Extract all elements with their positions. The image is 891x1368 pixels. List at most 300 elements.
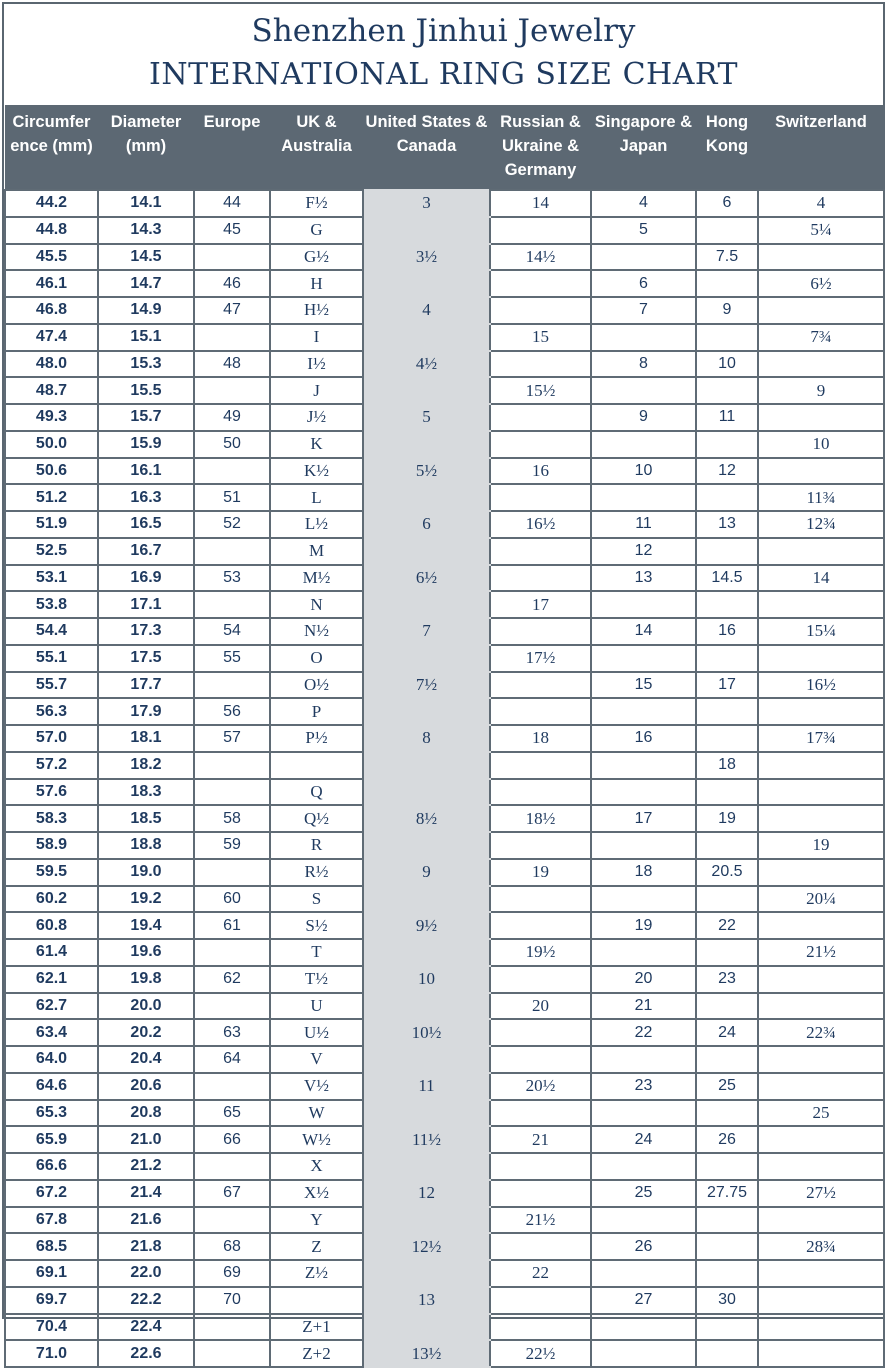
cell-sg: 7	[591, 297, 696, 324]
cell-eu: 60	[194, 886, 270, 913]
cell-hk: 11	[696, 404, 758, 431]
cell-uk: U	[270, 993, 363, 1020]
cell-hk	[696, 779, 758, 806]
cell-diam: 15.9	[98, 431, 194, 458]
cell-uk: V	[270, 1046, 363, 1073]
cell-diam: 14.3	[98, 217, 194, 244]
cell-us: 13	[363, 1287, 490, 1314]
cell-uk: M½	[270, 565, 363, 592]
cell-sg	[591, 645, 696, 672]
cell-uk: G½	[270, 244, 363, 271]
cell-eu: 47	[194, 297, 270, 324]
cell-sg: 8	[591, 351, 696, 378]
cell-circ: 52.5	[5, 538, 98, 565]
cell-hk: 9	[696, 297, 758, 324]
cell-circ: 54.4	[5, 618, 98, 645]
cell-hk: 6	[696, 190, 758, 217]
cell-diam: 21.4	[98, 1180, 194, 1207]
cell-diam: 18.5	[98, 805, 194, 832]
cell-diam: 20.0	[98, 993, 194, 1020]
cell-hk	[696, 1340, 758, 1367]
cell-uk: I	[270, 324, 363, 351]
cell-eu	[194, 939, 270, 966]
cell-us	[363, 270, 490, 297]
cell-circ: 60.2	[5, 886, 98, 913]
cell-us: 10	[363, 966, 490, 993]
cell-ru	[490, 484, 591, 511]
table-row	[5, 1260, 884, 1287]
cell-ru: 22½	[490, 1340, 591, 1367]
cell-ch: 4	[758, 190, 884, 217]
cell-ru	[490, 431, 591, 458]
cell-sg	[591, 377, 696, 404]
cell-sg: 14	[591, 618, 696, 645]
cell-ru: 16	[490, 458, 591, 485]
cell-sg	[591, 1046, 696, 1073]
cell-ch	[758, 1260, 884, 1287]
cell-sg: 4	[591, 190, 696, 217]
cell-circ: 58.3	[5, 805, 98, 832]
cell-diam: 16.7	[98, 538, 194, 565]
cell-circ: 48.0	[5, 351, 98, 378]
cell-diam: 16.9	[98, 565, 194, 592]
cell-ru: 16½	[490, 511, 591, 538]
cell-hk: 22	[696, 912, 758, 939]
cell-circ: 44.2	[5, 190, 98, 217]
cell-ru	[490, 1287, 591, 1314]
cell-circ: 57.2	[5, 752, 98, 779]
cell-uk: T	[270, 939, 363, 966]
cell-eu: 63	[194, 1019, 270, 1046]
cell-circ: 69.7	[5, 1287, 98, 1314]
cell-hk	[696, 832, 758, 859]
cell-uk: K½	[270, 458, 363, 485]
table-row	[5, 1019, 884, 1046]
table-row	[5, 725, 884, 752]
cell-sg: 23	[591, 1073, 696, 1100]
cell-diam: 21.2	[98, 1153, 194, 1180]
table-row	[5, 270, 884, 297]
cell-ru	[490, 297, 591, 324]
cell-diam: 18.8	[98, 832, 194, 859]
cell-hk: 16	[696, 618, 758, 645]
cell-ch	[758, 1287, 884, 1314]
cell-eu: 68	[194, 1233, 270, 1260]
cell-us	[363, 939, 490, 966]
table-row	[5, 1046, 884, 1073]
cell-sg	[591, 832, 696, 859]
cell-ru: 15½	[490, 377, 591, 404]
column-header-ru: Russian & Ukraine & Germany	[490, 105, 591, 190]
cell-ru: 14	[490, 190, 591, 217]
cell-hk	[696, 591, 758, 618]
cell-eu: 46	[194, 270, 270, 297]
cell-uk: I½	[270, 351, 363, 378]
table-row	[5, 377, 884, 404]
cell-eu: 53	[194, 565, 270, 592]
cell-hk: 30	[696, 1287, 758, 1314]
table-row	[5, 912, 884, 939]
cell-diam: 21.0	[98, 1126, 194, 1153]
cell-hk	[696, 698, 758, 725]
cell-ch: 27½	[758, 1180, 884, 1207]
cell-eu	[194, 752, 270, 779]
cell-eu	[194, 1314, 270, 1341]
cell-circ: 64.0	[5, 1046, 98, 1073]
cell-ch: 17¾	[758, 725, 884, 752]
cell-circ: 69.1	[5, 1260, 98, 1287]
table-row	[5, 190, 884, 217]
cell-ch	[758, 1126, 884, 1153]
cell-circ: 47.4	[5, 324, 98, 351]
table-row	[5, 1073, 884, 1100]
cell-diam: 15.7	[98, 404, 194, 431]
cell-sg: 10	[591, 458, 696, 485]
cell-sg	[591, 939, 696, 966]
cell-hk	[696, 270, 758, 297]
cell-hk	[696, 1046, 758, 1073]
cell-circ: 68.5	[5, 1233, 98, 1260]
chart-title: INTERNATIONAL RING SIZE CHART	[149, 57, 738, 92]
cell-ch: 15¼	[758, 618, 884, 645]
cell-eu: 65	[194, 1100, 270, 1127]
cell-diam: 14.7	[98, 270, 194, 297]
table-row	[5, 645, 884, 672]
cell-ch	[758, 538, 884, 565]
cell-uk: Z+1	[270, 1314, 363, 1341]
table-row	[5, 886, 884, 913]
cell-hk: 10	[696, 351, 758, 378]
cell-diam: 22.0	[98, 1260, 194, 1287]
cell-eu	[194, 458, 270, 485]
cell-eu	[194, 324, 270, 351]
cell-ch	[758, 1314, 884, 1341]
cell-hk: 18	[696, 752, 758, 779]
cell-us	[363, 1100, 490, 1127]
cell-ch	[758, 752, 884, 779]
cell-us: 6	[363, 511, 490, 538]
cell-eu: 52	[194, 511, 270, 538]
cell-uk: H	[270, 270, 363, 297]
cell-diam: 22.4	[98, 1314, 194, 1341]
cell-ch: 16½	[758, 672, 884, 699]
cell-sg: 11	[591, 511, 696, 538]
table-row	[5, 324, 884, 351]
cell-ch: 6½	[758, 270, 884, 297]
cell-eu	[194, 779, 270, 806]
cell-circ: 71.0	[5, 1340, 98, 1367]
cell-uk: N	[270, 591, 363, 618]
cell-ch	[758, 458, 884, 485]
cell-uk: J	[270, 377, 363, 404]
cell-circ: 53.1	[5, 565, 98, 592]
cell-circ: 50.0	[5, 431, 98, 458]
cell-us: 12	[363, 1180, 490, 1207]
cell-circ: 46.1	[5, 270, 98, 297]
cell-hk: 13	[696, 511, 758, 538]
size-table	[4, 105, 885, 1368]
cell-hk: 14.5	[696, 565, 758, 592]
cell-diam: 20.4	[98, 1046, 194, 1073]
cell-us	[363, 484, 490, 511]
cell-circ: 46.8	[5, 297, 98, 324]
cell-us: 4½	[363, 351, 490, 378]
table-row	[5, 1207, 884, 1234]
cell-circ: 58.9	[5, 832, 98, 859]
cell-circ: 70.4	[5, 1314, 98, 1341]
cell-ru: 21½	[490, 1207, 591, 1234]
cell-ru: 19½	[490, 939, 591, 966]
cell-uk: X½	[270, 1180, 363, 1207]
cell-eu	[194, 244, 270, 271]
cell-diam: 17.9	[98, 698, 194, 725]
cell-uk: Z+2	[270, 1340, 363, 1367]
cell-uk: O½	[270, 672, 363, 699]
cell-diam: 19.0	[98, 859, 194, 886]
cell-ru	[490, 404, 591, 431]
cell-hk: 24	[696, 1019, 758, 1046]
cell-ch: 21½	[758, 939, 884, 966]
table-row	[5, 859, 884, 886]
cell-us	[363, 1260, 490, 1287]
cell-eu: 44	[194, 190, 270, 217]
cell-ch	[758, 1153, 884, 1180]
cell-eu: 51	[194, 484, 270, 511]
cell-ch	[758, 805, 884, 832]
cell-ch	[758, 966, 884, 993]
cell-ru	[490, 1100, 591, 1127]
cell-circ: 62.1	[5, 966, 98, 993]
cell-eu: 64	[194, 1046, 270, 1073]
cell-diam: 19.8	[98, 966, 194, 993]
cell-uk	[270, 1287, 363, 1314]
cell-circ: 56.3	[5, 698, 98, 725]
cell-us	[363, 324, 490, 351]
cell-sg: 15	[591, 672, 696, 699]
cell-ch	[758, 698, 884, 725]
table-row	[5, 752, 884, 779]
cell-sg	[591, 1260, 696, 1287]
cell-diam: 16.3	[98, 484, 194, 511]
cell-eu	[194, 1153, 270, 1180]
cell-eu	[194, 538, 270, 565]
cell-uk: W	[270, 1100, 363, 1127]
cell-eu: 49	[194, 404, 270, 431]
cell-hk: 25	[696, 1073, 758, 1100]
cell-ru	[490, 1233, 591, 1260]
column-header-eu: Europe	[194, 105, 270, 190]
cell-hk	[696, 1260, 758, 1287]
cell-ch: 10	[758, 431, 884, 458]
cell-us: 7½	[363, 672, 490, 699]
cell-uk: L½	[270, 511, 363, 538]
cell-uk: S½	[270, 912, 363, 939]
cell-diam: 21.8	[98, 1233, 194, 1260]
cell-circ: 44.8	[5, 217, 98, 244]
cell-us	[363, 1046, 490, 1073]
cell-us: 10½	[363, 1019, 490, 1046]
cell-ru	[490, 752, 591, 779]
column-header-diam: Diameter (mm)	[98, 105, 194, 190]
cell-us	[363, 832, 490, 859]
table-row	[5, 698, 884, 725]
cell-uk: K	[270, 431, 363, 458]
column-header-ch: Switzerland	[758, 105, 884, 190]
cell-diam: 16.5	[98, 511, 194, 538]
cell-circ: 59.5	[5, 859, 98, 886]
cell-uk: O	[270, 645, 363, 672]
cell-ru: 18	[490, 725, 591, 752]
table-row	[5, 1153, 884, 1180]
cell-us: 3½	[363, 244, 490, 271]
cell-sg	[591, 484, 696, 511]
cell-ru: 14½	[490, 244, 591, 271]
cell-sg	[591, 1153, 696, 1180]
cell-circ: 65.9	[5, 1126, 98, 1153]
table-row	[5, 404, 884, 431]
cell-sg: 22	[591, 1019, 696, 1046]
cell-us: 9	[363, 859, 490, 886]
cell-hk: 20.5	[696, 859, 758, 886]
cell-ru	[490, 270, 591, 297]
cell-hk	[696, 939, 758, 966]
cell-diam: 18.2	[98, 752, 194, 779]
cell-circ: 67.8	[5, 1207, 98, 1234]
cell-us	[363, 431, 490, 458]
cell-sg	[591, 324, 696, 351]
cell-eu: 55	[194, 645, 270, 672]
cell-ru: 20	[490, 993, 591, 1020]
cell-ru: 17½	[490, 645, 591, 672]
cell-uk: Y	[270, 1207, 363, 1234]
cell-hk	[696, 886, 758, 913]
cell-sg: 27	[591, 1287, 696, 1314]
cell-circ: 62.7	[5, 993, 98, 1020]
cell-ru	[490, 1180, 591, 1207]
cell-hk	[696, 1153, 758, 1180]
cell-sg	[591, 1100, 696, 1127]
table-row	[5, 565, 884, 592]
cell-circ: 51.9	[5, 511, 98, 538]
cell-us: 5	[363, 404, 490, 431]
cell-eu: 56	[194, 698, 270, 725]
cell-ru: 15	[490, 324, 591, 351]
cell-diam: 17.7	[98, 672, 194, 699]
table-row	[5, 591, 884, 618]
column-header-circ: Circumfer ence (mm)	[5, 105, 98, 190]
cell-us	[363, 377, 490, 404]
cell-sg: 25	[591, 1180, 696, 1207]
cell-hk	[696, 217, 758, 244]
cell-diam: 15.5	[98, 377, 194, 404]
cell-ch: 11¾	[758, 484, 884, 511]
cell-ru: 21	[490, 1126, 591, 1153]
cell-hk	[696, 324, 758, 351]
column-header-us: United States & Canada	[363, 105, 490, 190]
cell-ch: 19	[758, 832, 884, 859]
table-row	[5, 297, 884, 324]
cell-sg: 17	[591, 805, 696, 832]
cell-uk: H½	[270, 297, 363, 324]
cell-eu: 50	[194, 431, 270, 458]
cell-hk: 27.75	[696, 1180, 758, 1207]
cell-circ: 45.5	[5, 244, 98, 271]
cell-hk: 26	[696, 1126, 758, 1153]
cell-ru	[490, 1153, 591, 1180]
table-row	[5, 458, 884, 485]
cell-eu	[194, 1073, 270, 1100]
cell-uk: F½	[270, 190, 363, 217]
cell-us	[363, 1314, 490, 1341]
cell-ch	[758, 912, 884, 939]
cell-hk: 7.5	[696, 244, 758, 271]
cell-uk	[270, 752, 363, 779]
cell-diam: 20.6	[98, 1073, 194, 1100]
cell-us: 4	[363, 297, 490, 324]
cell-ru: 18½	[490, 805, 591, 832]
cell-uk: U½	[270, 1019, 363, 1046]
ring-size-chart	[2, 2, 885, 1363]
table-row	[5, 805, 884, 832]
cell-us: 11½	[363, 1126, 490, 1153]
cell-ru	[490, 779, 591, 806]
cell-ru	[490, 1019, 591, 1046]
cell-diam: 19.2	[98, 886, 194, 913]
cell-uk: X	[270, 1153, 363, 1180]
cell-us: 12½	[363, 1233, 490, 1260]
cell-sg	[591, 1207, 696, 1234]
table-row	[5, 244, 884, 271]
cell-sg: 18	[591, 859, 696, 886]
cell-hk	[696, 725, 758, 752]
cell-sg: 6	[591, 270, 696, 297]
cell-hk	[696, 484, 758, 511]
cell-ch	[758, 1207, 884, 1234]
cell-ru	[490, 698, 591, 725]
cell-ch: 20¼	[758, 886, 884, 913]
cell-us: 5½	[363, 458, 490, 485]
cell-eu: 62	[194, 966, 270, 993]
cell-ru: 17	[490, 591, 591, 618]
cell-sg: 9	[591, 404, 696, 431]
cell-eu: 57	[194, 725, 270, 752]
cell-diam: 19.4	[98, 912, 194, 939]
cell-us	[363, 886, 490, 913]
cell-circ: 57.6	[5, 779, 98, 806]
cell-diam: 18.1	[98, 725, 194, 752]
cell-uk: J½	[270, 404, 363, 431]
table-row	[5, 351, 884, 378]
cell-uk: P	[270, 698, 363, 725]
table-row	[5, 1180, 884, 1207]
cell-ru	[490, 538, 591, 565]
cell-eu: 54	[194, 618, 270, 645]
table-row	[5, 618, 884, 645]
cell-uk: P½	[270, 725, 363, 752]
cell-hk	[696, 1233, 758, 1260]
cell-eu: 59	[194, 832, 270, 859]
cell-eu	[194, 377, 270, 404]
cell-us	[363, 591, 490, 618]
cell-hk	[696, 538, 758, 565]
cell-uk: Q	[270, 779, 363, 806]
cell-uk: Z	[270, 1233, 363, 1260]
cell-us	[363, 217, 490, 244]
cell-eu: 69	[194, 1260, 270, 1287]
cell-eu: 48	[194, 351, 270, 378]
cell-sg	[591, 698, 696, 725]
cell-ru	[490, 912, 591, 939]
